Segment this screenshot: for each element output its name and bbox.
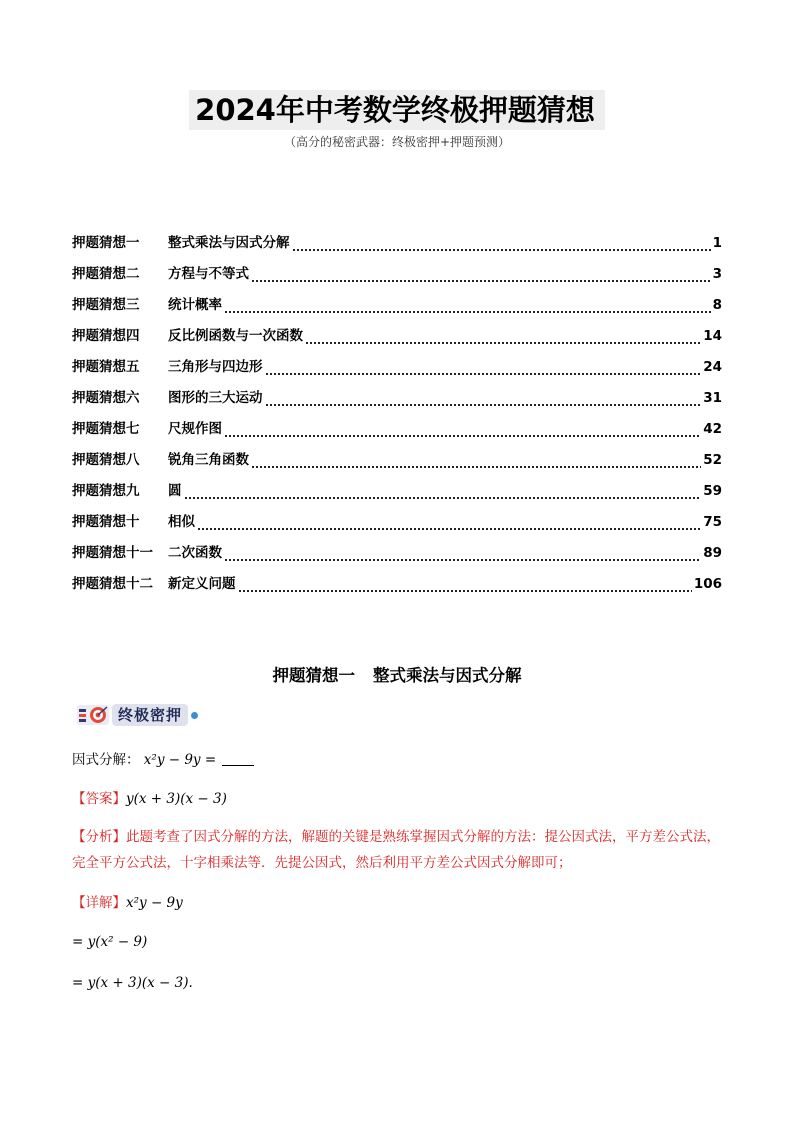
toc-entry-title: 二次函数 bbox=[168, 545, 222, 561]
problem-prompt: 因式分解： bbox=[72, 752, 140, 768]
toc-entry-page: 42 bbox=[703, 421, 722, 437]
toc-entry-title: 三角形与四边形 bbox=[168, 359, 263, 375]
toc-entry-page: 52 bbox=[703, 452, 722, 468]
detail-step-1: x²y − 9y bbox=[126, 895, 183, 911]
toc-entry-page: 59 bbox=[703, 483, 722, 499]
toc-dot-leader bbox=[224, 540, 701, 571]
toc-entry-page: 24 bbox=[703, 359, 722, 375]
toc-entry-title: 反比例函数与一次函数 bbox=[168, 328, 303, 344]
toc-entry-title: 新定义问题 bbox=[168, 576, 236, 592]
toc-entry[interactable] bbox=[72, 292, 722, 323]
problem-expression: x²y − 9y = bbox=[143, 752, 217, 768]
toc-dot-leader bbox=[292, 230, 711, 261]
badge-label: 终极密押 bbox=[112, 704, 188, 726]
table-of-contents bbox=[72, 230, 722, 602]
toc-entry-title: 相似 bbox=[168, 514, 195, 530]
toc-entry-number: 押题猜想六 bbox=[72, 390, 140, 406]
toc-entry[interactable] bbox=[72, 447, 722, 478]
problem-statement bbox=[72, 750, 254, 770]
toc-entry[interactable] bbox=[72, 385, 722, 416]
detail-tag: 【详解】 bbox=[72, 895, 126, 911]
toc-dot-leader bbox=[224, 292, 711, 323]
toc-entry-title: 尺规作图 bbox=[168, 421, 222, 437]
toc-entry-page: 8 bbox=[712, 297, 722, 313]
toc-dot-leader bbox=[265, 354, 702, 385]
toc-entry-number: 押题猜想一 bbox=[72, 235, 140, 251]
target-icon bbox=[76, 702, 110, 728]
detail-step-3: = y(x + 3)(x − 3). bbox=[72, 975, 193, 991]
detail-line bbox=[72, 893, 183, 913]
answer-expression: y(x + 3)(x − 3) bbox=[126, 791, 227, 807]
toc-entry[interactable] bbox=[72, 261, 722, 292]
toc-entry[interactable] bbox=[72, 230, 722, 261]
toc-entry-number: 押题猜想七 bbox=[72, 421, 140, 437]
toc-dot-leader bbox=[305, 323, 701, 354]
toc-dot-leader bbox=[238, 571, 692, 602]
toc-entry-page: 106 bbox=[693, 576, 722, 592]
section-badge bbox=[76, 702, 198, 728]
analysis-paragraph bbox=[72, 824, 724, 876]
document-title-wrap bbox=[0, 90, 794, 130]
toc-dot-leader bbox=[197, 509, 701, 540]
toc-entry-page: 89 bbox=[703, 545, 722, 561]
badge-dot-icon bbox=[191, 712, 198, 719]
toc-entry-title: 图形的三大运动 bbox=[168, 390, 263, 406]
toc-entry-title: 整式乘法与因式分解 bbox=[168, 235, 290, 251]
section-number: 押题猜想一 bbox=[272, 666, 355, 685]
toc-entry-title: 锐角三角函数 bbox=[168, 452, 249, 468]
toc-entry[interactable] bbox=[72, 509, 722, 540]
toc-dot-leader bbox=[251, 261, 711, 292]
toc-dot-leader bbox=[265, 385, 702, 416]
toc-entry[interactable] bbox=[72, 571, 722, 602]
toc-entry[interactable] bbox=[72, 478, 722, 509]
toc-entry-number: 押题猜想十 bbox=[72, 514, 140, 530]
document-title: 2024年中考数学终极押题猜想 bbox=[189, 90, 605, 130]
toc-entry-title: 方程与不等式 bbox=[168, 266, 249, 282]
toc-dot-leader bbox=[184, 478, 702, 509]
toc-entry-number: 押题猜想二 bbox=[72, 266, 140, 282]
toc-entry-number: 押题猜想十一 bbox=[72, 545, 153, 561]
toc-entry-title: 统计概率 bbox=[168, 297, 222, 313]
toc-entry-page: 3 bbox=[712, 266, 722, 282]
toc-entry[interactable] bbox=[72, 540, 722, 571]
toc-entry-page: 31 bbox=[703, 390, 722, 406]
analysis-tag: 【分析】 bbox=[72, 829, 126, 845]
toc-entry-number: 押题猜想十二 bbox=[72, 576, 153, 592]
analysis-text: 此题考查了因式分解的方法，解题的关键是熟练掌握因式分解的方法：提公因式法，平方差公式法，完全平方公式法，十字相乘法等．先提公因式，然后利用平方差公式因式分解即可； bbox=[72, 829, 720, 871]
toc-entry-number: 押题猜想五 bbox=[72, 359, 140, 375]
toc-entry-number: 押题猜想三 bbox=[72, 297, 140, 313]
toc-entry-page: 75 bbox=[703, 514, 722, 530]
toc-dot-leader bbox=[224, 416, 701, 447]
toc-entry-page: 14 bbox=[703, 328, 722, 344]
toc-entry-number: 押题猜想九 bbox=[72, 483, 140, 499]
toc-entry[interactable] bbox=[72, 354, 722, 385]
toc-entry[interactable] bbox=[72, 416, 722, 447]
answer-blank bbox=[222, 751, 254, 766]
answer-tag: 【答案】 bbox=[72, 791, 126, 807]
toc-entry-title: 圆 bbox=[168, 483, 182, 499]
detail-step-2: = y(x² − 9) bbox=[72, 934, 148, 950]
toc-dot-leader bbox=[251, 447, 701, 478]
document-subtitle: （高分的秘密武器：终极密押+押题预测） bbox=[283, 135, 511, 149]
toc-entry-number: 押题猜想八 bbox=[72, 452, 140, 468]
answer-line bbox=[72, 789, 227, 809]
toc-entry-number: 押题猜想四 bbox=[72, 328, 140, 344]
section-heading bbox=[0, 662, 794, 686]
toc-entry[interactable] bbox=[72, 323, 722, 354]
section-title: 整式乘法与因式分解 bbox=[373, 666, 522, 685]
toc-entry-page: 1 bbox=[712, 235, 722, 251]
